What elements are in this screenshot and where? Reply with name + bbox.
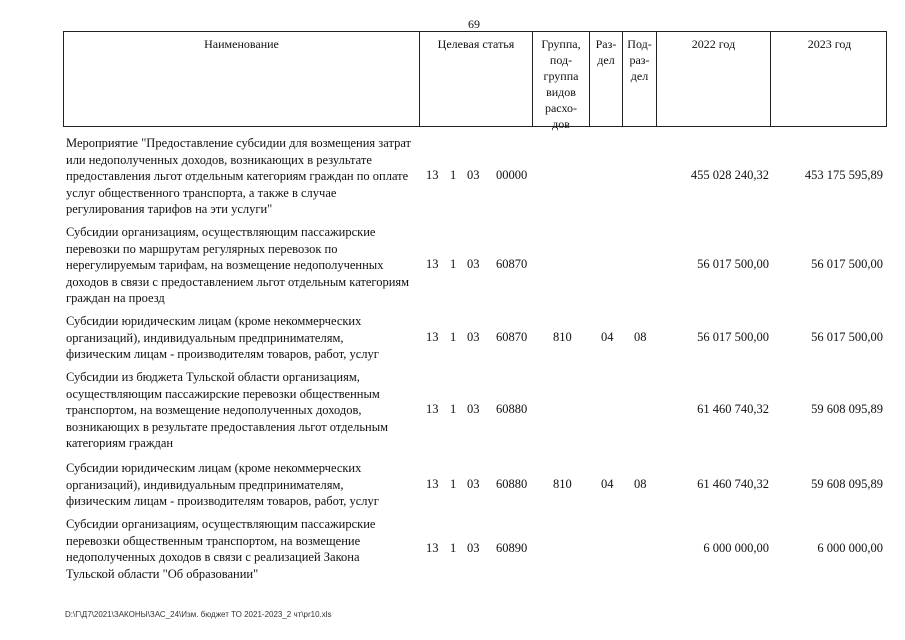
row-name: Субсидии юридическим лицам (кроме некоммерческих организаций), индивидуальным предпринимателям, физическим лицам - производителям товаров, работ, услуг [66, 314, 379, 361]
amount-2022: 6 000 000,00 [703, 541, 769, 555]
code-program: 13 [426, 330, 439, 344]
amount-2023: 453 175 595,89 [804, 168, 883, 182]
code-activity: 03 [467, 257, 480, 271]
amount-2022: 455 028 240,32 [690, 168, 769, 182]
code-subprogram: 1 [450, 541, 457, 555]
header-target-article: Целевая статья [437, 37, 515, 51]
code-program: 13 [426, 477, 439, 491]
amount-2023: 56 017 500,00 [811, 330, 883, 344]
code-direction: 60880 [496, 402, 528, 416]
table-header [63, 31, 887, 131]
code-direction: 60870 [496, 330, 528, 344]
code-subprogram: 1 [450, 477, 457, 491]
amount-2023: 56 017 500,00 [811, 257, 883, 271]
code-subprogram: 1 [450, 330, 457, 344]
header-year-2022: 2022 год [691, 37, 736, 51]
header-subsection: Под- раз- дел [627, 37, 652, 83]
code-activity: 03 [467, 168, 480, 182]
amount-2022: 56 017 500,00 [697, 257, 769, 271]
row-name: Субсидии юридическим лицам (кроме некоммерческих организаций), индивидуальным предпринимателям, физическим лицам - производителям товаров, работ, услуг [66, 461, 379, 508]
code-direction: 60880 [496, 477, 528, 491]
page-number: 69 [468, 17, 480, 31]
subsection-code: 08 [634, 477, 647, 491]
row-name: Мероприятие "Предоставление субсидии для возмещения затрат или недополученных доходов, возникающих в результате предоставления льгот отдельным категориям граждан по оплате услуг общественного транспорта, а также в случае регулирования тарифов на эти услуги" [66, 136, 412, 216]
amount-2022: 61 460 740,32 [697, 477, 769, 491]
header-section: Раз- дел [595, 37, 617, 67]
row-name: Субсидии организациям, осуществляющим пассажирские перевозки по маршрутам регулярных перевозок по нерегулируемым тарифам, на возмещение недополученных доходов в связи с предоставлением льгот отдельным категориям граждан на проезд [66, 225, 410, 305]
amount-2023: 59 608 095,89 [811, 402, 883, 416]
section-code: 04 [601, 330, 614, 344]
subsection-code: 08 [634, 330, 647, 344]
code-direction: 60890 [496, 541, 528, 555]
code-direction: 00000 [496, 168, 528, 182]
code-activity: 03 [467, 330, 480, 344]
code-program: 13 [426, 402, 439, 416]
amount-2023: 59 608 095,89 [811, 477, 883, 491]
section-code: 04 [601, 477, 614, 491]
header-group: Группа, под- группа видов расхо- дов [541, 37, 581, 131]
group-code: 810 [553, 477, 572, 491]
amount-2023: 6 000 000,00 [817, 541, 883, 555]
code-program: 13 [426, 168, 439, 182]
row-name: Субсидии из бюджета Тульской области организациям, осуществляющим пассажирские перевозки общественным транспортом, на возмещение недополученных доходов, возникающих в результате предоставления льгот отдельным категориям граждан [66, 370, 389, 450]
group-code: 810 [553, 330, 572, 344]
header-name: Наименование [204, 37, 279, 51]
code-subprogram: 1 [450, 402, 457, 416]
row-name: Субсидии организациям, осуществляющим пассажирские перевозки общественным транспортом, на возмещение недополученных доходов в связи с реализацией Закона Тульской области "Об образовании" [66, 517, 376, 581]
code-subprogram: 1 [450, 257, 457, 271]
header-year-2023: 2023 год [807, 37, 852, 51]
amount-2022: 56 017 500,00 [697, 330, 769, 344]
code-subprogram: 1 [450, 168, 457, 182]
code-activity: 03 [467, 402, 480, 416]
code-activity: 03 [467, 541, 480, 555]
code-program: 13 [426, 257, 439, 271]
code-program: 13 [426, 541, 439, 555]
code-direction: 60870 [496, 257, 528, 271]
code-activity: 03 [467, 477, 480, 491]
file-path-footer: D:\Г\Д7\2021\ЗАКОНЫ\ЗАС_24\Изм. бюджет ТО 2021-2023_2 чт\pr10.xls [65, 610, 332, 619]
amount-2022: 61 460 740,32 [697, 402, 769, 416]
